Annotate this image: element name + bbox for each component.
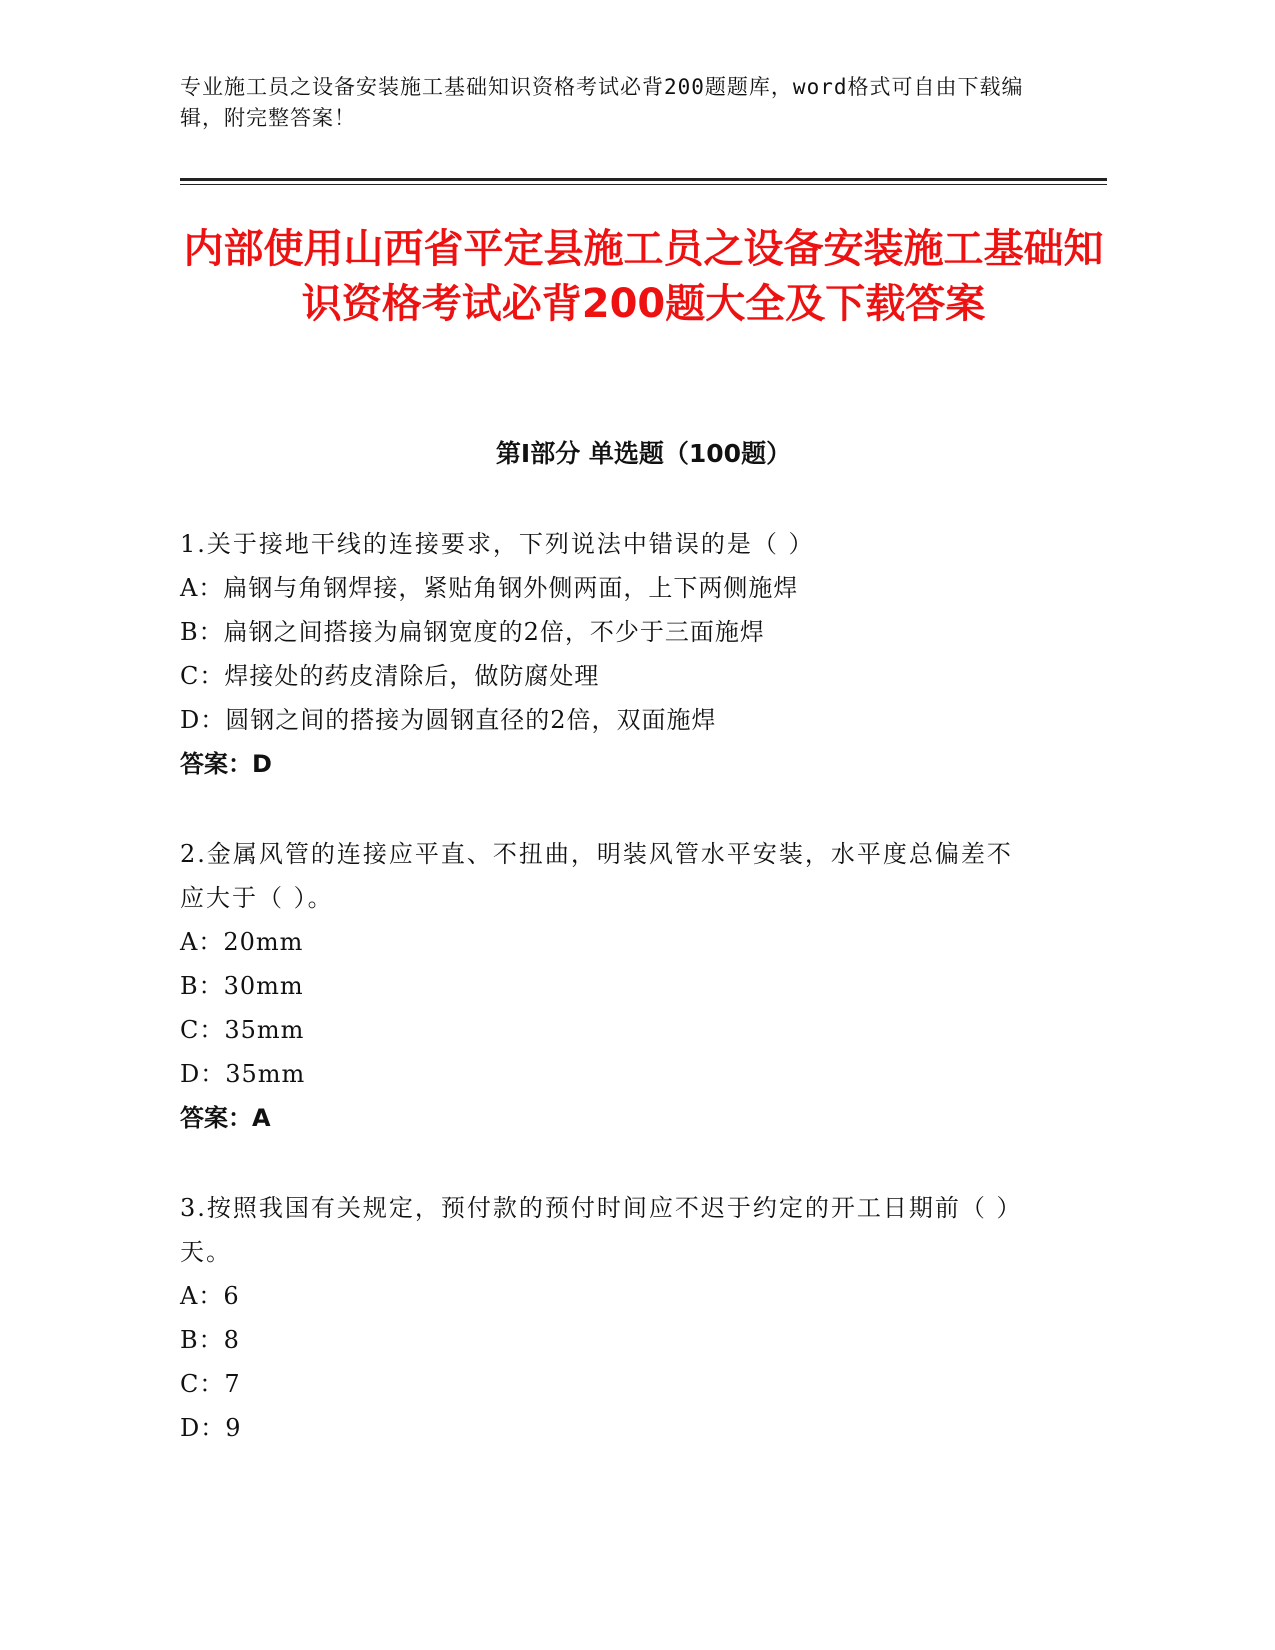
- question-stem: 2.金属风管的连接应平直、不扭曲，明装风管水平安装，水平度总偏差不应大于（ ）。: [180, 840, 1013, 912]
- option-b: B：8: [180, 1326, 240, 1354]
- option-c: C：7: [180, 1370, 241, 1398]
- answer: 答案：D: [180, 750, 272, 778]
- option-a: A：6: [180, 1282, 240, 1310]
- question-list: [180, 522, 1030, 1496]
- option-d: D：圆钢之间的搭接为圆钢直径的2倍，双面施焊: [180, 706, 717, 734]
- question-2: [180, 832, 1030, 1140]
- section-title: 第Ⅰ部分 单选题（100题）: [495, 439, 792, 468]
- header-rule-thick: [180, 178, 1107, 181]
- answer: 答案：A: [180, 1104, 271, 1132]
- header-note: 专业施工员之设备安装施工基础知识资格考试必背200题题库，word格式可自由下载编辑，附完整答案！: [180, 75, 1024, 130]
- option-c: C：35mm: [180, 1016, 305, 1044]
- document-title: 内部使用山西省平定县施工员之设备安装施工基础知识资格考试必背200题大全及下载答案: [183, 226, 1104, 327]
- question-stem: 1.关于接地干线的连接要求，下列说法中错误的是（ ）: [180, 530, 815, 558]
- option-d: D：9: [180, 1414, 242, 1442]
- option-a: A：扁钢与角钢焊接，紧贴角钢外侧两面，上下两侧施焊: [180, 574, 799, 602]
- question-3: [180, 1186, 1030, 1450]
- option-b: B：扁钢之间搭接为扁钢宽度的2倍，不少于三面施焊: [180, 618, 765, 646]
- question-stem: 3.按照我国有关规定，预付款的预付时间应不迟于约定的开工日期前（ ）天。: [180, 1194, 1023, 1266]
- header-rule-thin: [180, 184, 1107, 185]
- option-d: D：35mm: [180, 1060, 306, 1088]
- option-b: B：30mm: [180, 972, 304, 1000]
- option-c: C：焊接处的药皮清除后，做防腐处理: [180, 662, 600, 690]
- option-a: A：20mm: [180, 928, 304, 956]
- question-1: [180, 522, 1030, 786]
